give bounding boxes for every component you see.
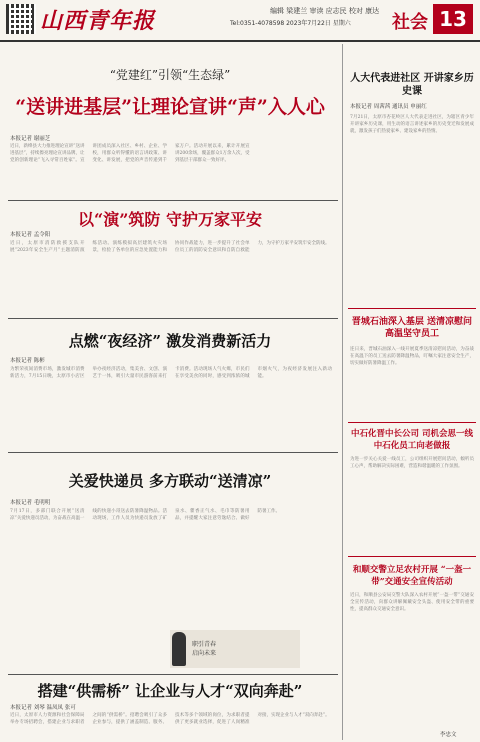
sidebar3-body: 为进一步关心关爱一线员工，公司组织开展慰问活动，倾听员工心声，帮助解决实际困难，营造和谐温暖的工作氛围。: [350, 457, 474, 469]
article5-headline: 搭建“供需桥” 让企业与人才“双向奔赴”: [37, 682, 303, 700]
sidebar4-headline: 和顺交警立足农村开展 “一盔一带”交通安全宣传活动: [352, 565, 472, 587]
sidebar1-byline: 本报记者 周茜茜 通讯员 申丽红: [350, 104, 427, 110]
sidebar3-headline: 中石化晋中长公司 司机会思一线 中石化员工向老做报: [351, 429, 473, 451]
article5-byline: 本报记者 刘琴 温凤凤 张可: [10, 705, 76, 711]
divider: [8, 674, 338, 675]
article2-byline: 本报记者 孟令阳: [10, 232, 51, 238]
newspaper-title: 山西青年报: [40, 8, 156, 34]
ad-line2: 启向未来: [192, 650, 217, 657]
sidebar4-author: 李忠文: [440, 732, 457, 738]
divider: [348, 308, 476, 309]
article2-headline: 以“演”筑防 守护万家平安: [78, 210, 262, 229]
ad-slogan: [192, 640, 216, 658]
article2-body: 近日，太原市消防救援支队开展“2023年安全生产月”主题消防演练活动。演练模拟高层建筑火灾场景，检验了各单位的应急处置能力和协同作战能力，进一步提升了社会单位员工的消防安全意识和自防自救能力，为守护万家平安筑牢安全防线。: [10, 241, 330, 253]
section-name: 社会: [392, 12, 428, 33]
divider: [8, 200, 338, 201]
article3-body: 为繁荣夜间消费市场，激发城市消费新活力，7月15日晚，太原市小店区举办夜经济活动，集美食、文创、演艺于一体，吸引大量市民游客前来打卡消费。活动现场人气火爆，市民们在享受美食的同时，感受到浓浓的城市烟火气，为夜经济发展注入新动能。: [10, 367, 332, 379]
divider: [348, 422, 476, 423]
article3-headline: 点燃“夜经济” 激发消费新活力: [68, 332, 272, 350]
sidebar2-body: 连日来，晋城石油深入一线开展夏季送清凉慰问活动，为奋战在高温下的员工送去防暑降温物品，叮嘱大家注意安全生产，切实做好防暑降温工作。: [350, 347, 474, 366]
page-number: 13: [433, 4, 473, 34]
article1-byline: 本报记者 谢丽芝: [10, 136, 51, 142]
ad-line1: 职引青春: [192, 641, 217, 648]
sidebar1-headline: 人大代表进社区 开讲家乡历史课: [350, 73, 474, 97]
article4-byline: 本报记者 毛明明: [10, 500, 51, 506]
divider: [8, 318, 338, 319]
article4-headline: 关爱快递员 多方联动“送清凉”: [68, 472, 272, 490]
issue-date: Tel:0351-4078598 2023年7月22日 星期六: [230, 20, 351, 27]
article1-body: 近日，新绛县大力推进理论宣讲“送讲进基层”，持续擦亮理论宣讲品牌，让党的创新理论“飞入寻常百姓家”。宣讲团成员深入社区、乡村、企业、学校，用群众听得懂的语言讲政策、讲变化、讲发展，把党的声音传递到千家万户。活动开展以来，累计开展宣讲200余场，覆盖群众1万余人次，受到基层干部群众一致好评。: [10, 144, 250, 163]
sidebar2-headline: 晋城石油深入基层 送清凉慰问高温坚守员工: [351, 317, 473, 339]
qr-code-pattern: [10, 8, 32, 30]
person-illustration-icon: [172, 632, 186, 666]
editor-credits: 编辑 梁建兰 审读 应志民 校对 康达: [270, 7, 380, 15]
article1-headline: “送讲进基层”让理论宣讲“声”入人心: [15, 96, 325, 118]
divider: [8, 452, 338, 453]
advertisement: [170, 630, 300, 668]
sidebar4-body: 近日，和顺县公安局交警大队深入农村开展“一盔一带”交通安全宣传活动，向群众讲解佩戴安全头盔、使用安全带的重要性，提高群众交通安全意识。: [350, 593, 474, 612]
article4-body: 7月17日，多部门联合开展“送清凉”关爱快递员活动，为奋战在高温一线的快递小哥送去防暑降温物品。活动现场，工作人员为快递员发放了矿泉水、藿香正气水、毛巾等防暑用品，并提醒大家注意劳逸结合、做好防暑工作。: [10, 509, 280, 521]
divider: [348, 556, 476, 557]
article5-body: 近日，太原市人力资源和社会保障局举办专场招聘会，搭建企业与求职者之间的“供需桥”。招聘会吸引了众多企业参与，提供了涵盖制造、服务、技术等多个领域的岗位，为求职者提供了更多就业选择，促进了人岗精准对接，实现企业与人才“双向奔赴”。: [10, 713, 330, 725]
article3-byline: 本报记者 陈彬: [10, 358, 45, 364]
sidebar1-body: 7月21日，太原市杏花岭区人大代表走进社区，为辖区青少年开讲家乡历史课，用生动的语言讲述家乡的历史变迁和发展成就，激发孩子们热爱家乡、建设家乡的热情。: [350, 115, 474, 134]
column-divider: [342, 44, 343, 740]
article1-kicker: “党建红”引领“生态绿”: [109, 68, 231, 82]
